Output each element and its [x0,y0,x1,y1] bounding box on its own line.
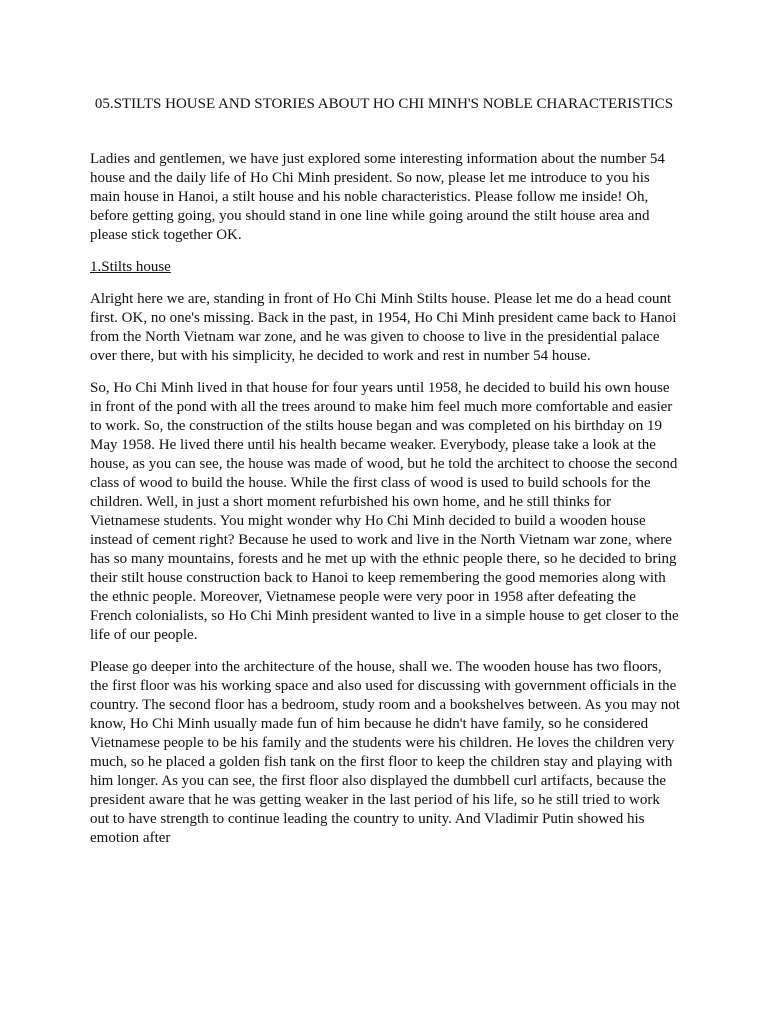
paragraph-stilts-house-intro: Alright here we are, standing in front of Ho Chi Minh Stilts house. Please let me do a head count first. OK, no one's missing. Back in the past, in 1954, Ho Chi Minh president came back to Hanoi from the North Vietnam war zone, and he was given to choose to live in the presidential palace over there, but with his simplicity, he decided to work and rest in number 54 house. [90,291,677,364]
section-heading: 1.Stilts house [90,259,171,275]
document-title: 05.STILTS HOUSE AND STORIES ABOUT HO CHI MINH'S NOBLE CHARACTERISTICS [94,96,674,112]
paragraph-architecture: Please go deeper into the architecture of the house, shall we. The wooden house has two floors, the first floor was his working space and also used for discussing with government officials in the country. The second floor has a bedroom, study room and a bookshelves between. As you may not know, Ho Chi Minh usually made fun of him because he didn't have family, so he considered Vietnamese people to be his family and the students were his children. He loves the children very much, so he placed a golden fish tank on the first floor to keep the children stay and playing with him longer. As you can see, the first floor also displayed the dumbbell curl artifacts, because the president aware that he was getting weaker in the last period of his life, so he still tried to work out to have strength to continue leading the country to unity. And Vladimir Putin showed his emotion after [90,659,680,846]
document-body [90,150,680,861]
paragraph-construction: So, Ho Chi Minh lived in that house for four years until 1958, he decided to build his own house in front of the pond with all the trees around to make him feel much more comfortable and easier to work. So, the construction of the stilts house began and was completed on his birthday on 19 May 1958. He lived there until his health became weaker. Everybody, please take a look at the house, as you can see, the house was made of wood, but he told the architect to choose the second class of wood to build the house. While the first class of wood is used to build schools for the children. Well, in just a short moment refurbished his own home, and he still thinks for Vietnamese students. You might wonder why Ho Chi Minh decided to build a wooden house instead of cement right? Because he used to work and live in the North Vietnam war zone, where has so many mountains, forests and he met up with the ethnic people there, so he decided to bring their stilt house construction back to Hanoi to keep remembering the good memories along with the ethnic people. Moreover, Vietnamese people were very poor in 1958 after defeating the French colonialists, so Ho Chi Minh president wanted to live in a simple house to get closer to the life of our people. [90,380,679,643]
intro-paragraph: Ladies and gentlemen, we have just explored some interesting information about the number 54 house and the daily life of Ho Chi Minh president. So now, please let me introduce to you his main house in Hanoi, a stilt house and his noble characteristics. Please follow me inside! Oh, before getting going, you should stand in one line while going around the stilt house area and please stick together OK. [90,151,665,243]
